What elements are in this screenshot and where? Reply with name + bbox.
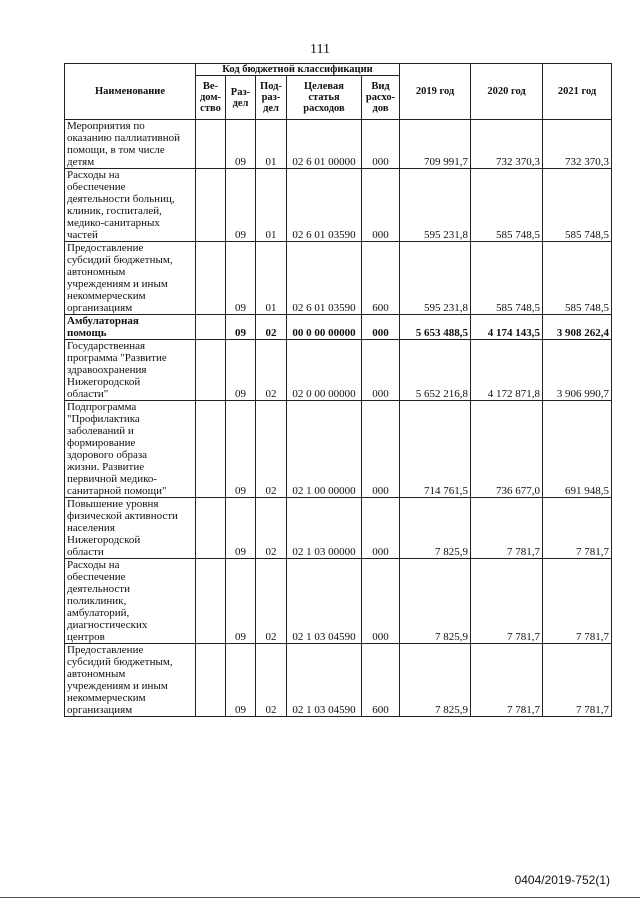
cell-razdel: 09	[226, 559, 256, 644]
header-razdel-line: дел	[232, 97, 249, 109]
cell-razdel: 09	[226, 120, 256, 169]
cell-vedomstvo	[196, 169, 226, 242]
header-vid	[362, 76, 400, 120]
header-target-line: Целевая	[304, 81, 344, 92]
cell-name-line: заболеваний и	[67, 425, 134, 437]
cell-name-line: учреждениям и иным	[67, 278, 168, 290]
header-vedomstvo-line: дом-	[199, 92, 221, 103]
cell-2021: 691 948,5	[543, 401, 612, 498]
cell-name-line: субсидий бюджетным,	[67, 254, 173, 266]
cell-name-line: некоммерческим	[67, 290, 146, 302]
cell-podrazdel: 02	[256, 559, 287, 644]
cell-vedomstvo	[196, 242, 226, 315]
cell-name-line: Мероприятия по	[67, 120, 145, 132]
cell-name	[65, 498, 196, 559]
header-razdel	[226, 76, 256, 120]
cell-target: 02 6 01 00000	[287, 120, 362, 169]
header-target-line: статья	[308, 92, 340, 103]
header-name: Наименование	[65, 64, 196, 120]
cell-2020: 7 781,7	[471, 644, 543, 717]
cell-podrazdel: 01	[256, 242, 287, 315]
cell-target: 02 1 03 04590	[287, 644, 362, 717]
cell-vedomstvo	[196, 644, 226, 717]
cell-name-line: автономным	[67, 668, 126, 680]
cell-vedomstvo	[196, 498, 226, 559]
cell-razdel: 09	[226, 498, 256, 559]
table-row	[65, 498, 612, 559]
cell-razdel: 09	[226, 401, 256, 498]
cell-name-line: медико-санитарных	[67, 217, 160, 229]
cell-name-line: организациям	[67, 704, 133, 716]
cell-name-line: формирование	[67, 437, 136, 449]
cell-name-line: физической активности	[67, 510, 178, 522]
cell-name-line: помощь	[67, 327, 107, 339]
cell-target: 02 0 00 00000	[287, 340, 362, 401]
cell-2020: 4 174 143,5	[471, 315, 543, 340]
cell-name-line: оказанию паллиативной	[67, 132, 181, 144]
cell-name-line: амбулаторий,	[67, 607, 130, 619]
cell-name	[65, 559, 196, 644]
cell-name-line: поликлиник,	[67, 595, 127, 607]
cell-vedomstvo	[196, 401, 226, 498]
cell-vid: 000	[362, 340, 400, 401]
header-podrazdel-line: дел	[263, 103, 279, 114]
header-podrazdel-line: раз-	[261, 92, 281, 103]
cell-podrazdel: 01	[256, 169, 287, 242]
cell-name-line: программа "Развитие	[67, 352, 167, 364]
cell-2021: 7 781,7	[543, 559, 612, 644]
cell-2020: 585 748,5	[471, 242, 543, 315]
header-vid-line: дов	[372, 103, 389, 114]
cell-name	[65, 120, 196, 169]
header-target	[287, 76, 362, 120]
cell-name-line: первичной медико-	[67, 473, 158, 485]
cell-name-line: "Профилактика	[67, 413, 140, 425]
cell-name-line: частей	[67, 229, 98, 241]
cell-2021: 585 748,5	[543, 242, 612, 315]
cell-name-line: субсидий бюджетным,	[67, 656, 173, 668]
table-row	[65, 340, 612, 401]
cell-2019: 595 231,8	[400, 169, 471, 242]
cell-name	[65, 644, 196, 717]
cell-name-line: Нижегородской	[67, 534, 141, 546]
cell-name-line: Подпрограмма	[67, 401, 137, 413]
cell-razdel: 09	[226, 169, 256, 242]
budget-table	[64, 63, 612, 717]
cell-vid: 000	[362, 498, 400, 559]
cell-2021: 732 370,3	[543, 120, 612, 169]
cell-2020: 7 781,7	[471, 559, 543, 644]
cell-2020: 732 370,3	[471, 120, 543, 169]
cell-podrazdel: 02	[256, 644, 287, 717]
cell-name	[65, 315, 196, 340]
header-vedomstvo-line: Ве-	[202, 81, 219, 92]
table-row	[65, 644, 612, 717]
cell-name	[65, 401, 196, 498]
cell-vid: 000	[362, 169, 400, 242]
cell-vid: 600	[362, 242, 400, 315]
cell-vedomstvo	[196, 340, 226, 401]
cell-name-line: Амбулаторная	[67, 315, 139, 327]
cell-name-line: обеспечение	[67, 571, 126, 583]
cell-2019: 7 825,9	[400, 644, 471, 717]
cell-name-line: Нижегородской	[67, 376, 141, 388]
header-vedomstvo-line: ство	[200, 103, 221, 114]
scan-edge-line	[0, 897, 640, 898]
cell-target: 00 0 00 00000	[287, 315, 362, 340]
cell-2020: 585 748,5	[471, 169, 543, 242]
cell-name-line: обеспечение	[67, 181, 126, 193]
cell-podrazdel: 02	[256, 401, 287, 498]
cell-2020: 4 172 871,8	[471, 340, 543, 401]
cell-2019: 595 231,8	[400, 242, 471, 315]
cell-vid: 000	[362, 315, 400, 340]
cell-2021: 3 906 990,7	[543, 340, 612, 401]
cell-name-line: помощи, в том числе	[67, 144, 165, 156]
cell-name-line: Расходы на	[67, 169, 120, 181]
cell-podrazdel: 01	[256, 120, 287, 169]
header-2019: 2019 год	[400, 64, 471, 120]
table-row	[65, 401, 612, 498]
header-podrazdel-line: Под-	[260, 81, 282, 92]
cell-target: 02 1 03 00000	[287, 498, 362, 559]
cell-target: 02 1 03 04590	[287, 559, 362, 644]
header-2020: 2020 год	[471, 64, 543, 120]
table-row	[65, 169, 612, 242]
cell-2019: 709 991,7	[400, 120, 471, 169]
cell-name-line: здорового образа	[67, 449, 148, 461]
cell-2019: 714 761,5	[400, 401, 471, 498]
cell-name-line: здравоохранения	[67, 364, 147, 376]
cell-razdel: 09	[226, 644, 256, 717]
cell-2021: 3 908 262,4	[543, 315, 612, 340]
cell-2021: 585 748,5	[543, 169, 612, 242]
header-vid-line: Вид	[371, 81, 390, 92]
header-vid-line: расхо-	[365, 92, 396, 103]
cell-name-line: Государственная	[67, 340, 146, 352]
header-target-line: расходов	[303, 103, 345, 114]
cell-name-line: детям	[67, 156, 95, 168]
cell-podrazdel: 02	[256, 315, 287, 340]
cell-vid: 000	[362, 120, 400, 169]
cell-name-line: деятельности	[67, 583, 130, 595]
cell-vid: 000	[362, 559, 400, 644]
cell-2019: 7 825,9	[400, 559, 471, 644]
table-row	[65, 559, 612, 644]
page-number: 111	[310, 42, 330, 57]
table-row	[65, 120, 612, 169]
cell-2020: 7 781,7	[471, 498, 543, 559]
cell-name-line: организациям	[67, 302, 133, 314]
header-vedomstvo	[196, 76, 226, 120]
cell-name	[65, 242, 196, 315]
cell-name	[65, 169, 196, 242]
cell-2021: 7 781,7	[543, 498, 612, 559]
header-2021: 2021 год	[543, 64, 612, 120]
header-podrazdel	[256, 76, 287, 120]
cell-name-line: некоммерческим	[67, 692, 146, 704]
table-row	[65, 242, 612, 315]
document-code: 0404/2019-752(1)	[514, 873, 610, 887]
cell-name-line: Расходы на	[67, 559, 120, 571]
cell-name-line: жизни. Развитие	[67, 461, 145, 473]
cell-name-line: Предоставление	[67, 644, 144, 656]
cell-name	[65, 340, 196, 401]
cell-2019: 7 825,9	[400, 498, 471, 559]
cell-vedomstvo	[196, 315, 226, 340]
cell-vedomstvo	[196, 120, 226, 169]
cell-name-line: деятельности больниц,	[67, 193, 175, 205]
cell-name-line: учреждениям и иным	[67, 680, 168, 692]
cell-name-line: Повышение уровня	[67, 498, 159, 510]
cell-2021: 7 781,7	[543, 644, 612, 717]
cell-razdel: 09	[226, 340, 256, 401]
cell-2020: 736 677,0	[471, 401, 543, 498]
cell-name-line: клиник, госпиталей,	[67, 205, 162, 217]
cell-name-line: центров	[67, 631, 105, 643]
cell-vid: 000	[362, 401, 400, 498]
cell-target: 02 6 01 03590	[287, 242, 362, 315]
cell-2019: 5 652 216,8	[400, 340, 471, 401]
cell-vid: 600	[362, 644, 400, 717]
cell-vedomstvo	[196, 559, 226, 644]
cell-2019: 5 653 488,5	[400, 315, 471, 340]
header-budget-code: Код бюджетной классификации	[196, 64, 400, 76]
cell-target: 02 6 01 03590	[287, 169, 362, 242]
cell-podrazdel: 02	[256, 340, 287, 401]
cell-razdel: 09	[226, 315, 256, 340]
cell-podrazdel: 02	[256, 498, 287, 559]
cell-name-line: автономным	[67, 266, 126, 278]
cell-target: 02 1 00 00000	[287, 401, 362, 498]
cell-razdel: 09	[226, 242, 256, 315]
cell-name-line: диагностических	[67, 619, 148, 631]
cell-name-line: населения	[67, 522, 115, 534]
cell-name-line: области"	[67, 388, 109, 400]
header-razdel-line: Раз-	[230, 86, 251, 98]
cell-name-line: санитарной помощи"	[67, 485, 167, 497]
cell-name-line: области	[67, 546, 104, 558]
table-row	[65, 315, 612, 340]
cell-name-line: Предоставление	[67, 242, 144, 254]
